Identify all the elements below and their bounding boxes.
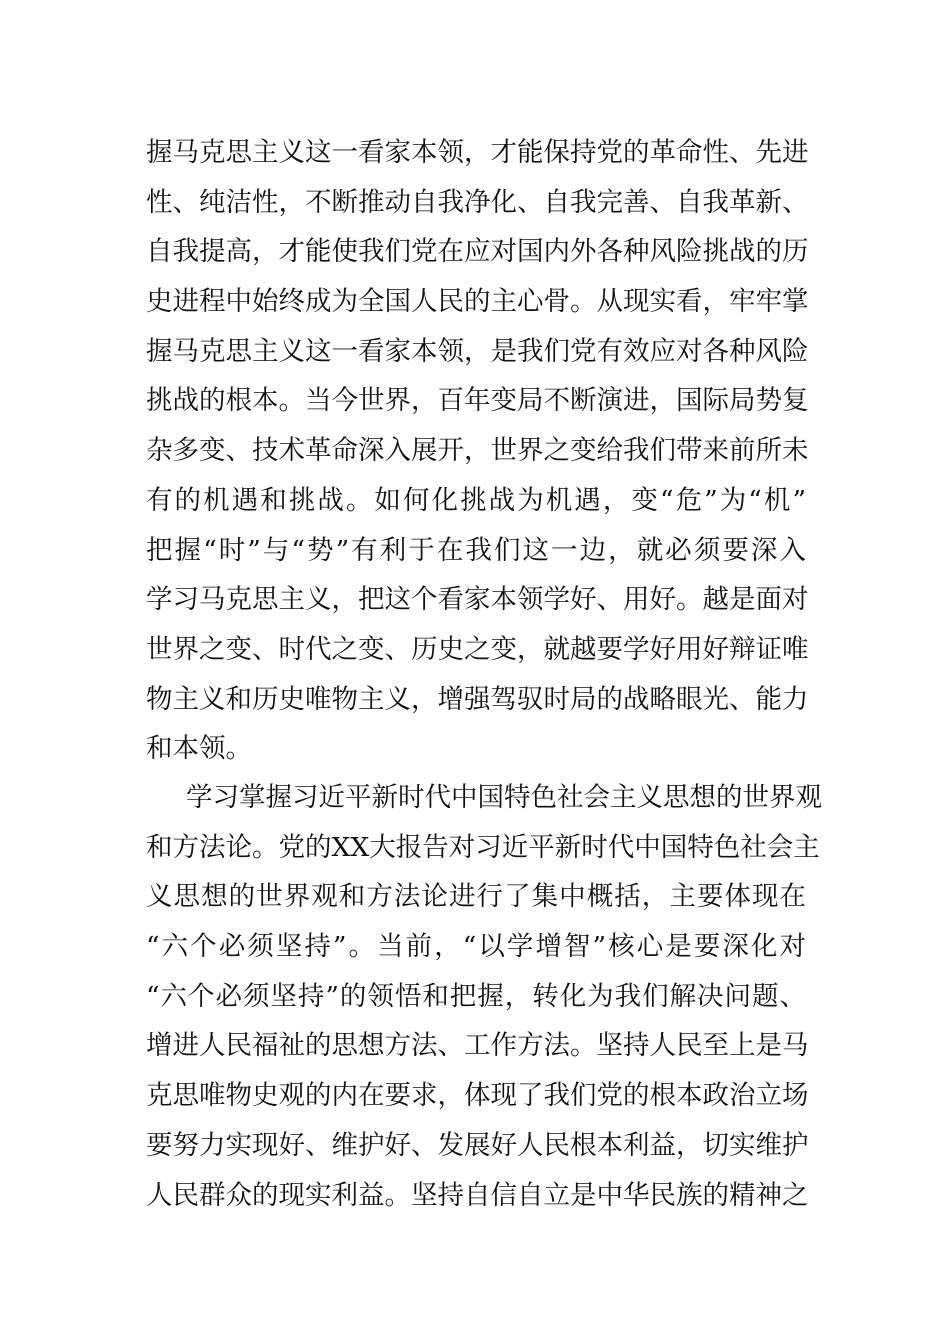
text-line: 学习马克思主义，把这个看家本领学好、用好。越是面对 (146, 584, 809, 616)
text-line: 挑战的根本。当今世界，百年变局不断演进，国际局势复 (146, 385, 809, 417)
text-line: 杂多变、技术革命深入展开，世界之变给我们带来前所未 (146, 435, 809, 467)
text-line: 史进程中始终成为全国人民的主心骨。从现实看，牢牢掌 (146, 286, 809, 318)
paragraph-continued (146, 128, 809, 774)
paragraph-first-line: 学习掌握习近平新时代中国特色社会主义思想的世界观 (186, 782, 822, 813)
text-line: 物主义和历史唯物主义，增强驾驭时局的战略眼光、能力 (146, 683, 809, 715)
text-line: 自我提高，才能使我们党在应对国内外各种风险挑战的历 (146, 236, 809, 268)
text-line: 性、纯洁性，不断推动自我净化、自我完善、自我革新、 (146, 186, 809, 218)
text-line: 克思唯物史观的内在要求，体现了我们党的根本政治立场 (146, 1080, 809, 1112)
text-line: 握马克思主义这一看家本领，是我们党有效应对各种风险 (146, 335, 809, 367)
text-line: 要努力实现好、维护好、发展好人民根本利益，切实维护 (146, 1129, 809, 1161)
text-line: 把握“时”与“势”有利于在我们这一边，就必须要深入 (146, 534, 806, 566)
text-line: 人民群众的现实利益。坚持自信自立是中华民族的精神之 (146, 1179, 809, 1211)
text-line: “六个必须坚持”的领悟和把握，转化为我们解决问题、 (146, 980, 806, 1012)
text-line: 和本领。 (146, 733, 252, 765)
text-line: 世界之变、时代之变、历史之变，就越要学好用好辩证唯 (146, 633, 809, 665)
text-line: 握马克思主义这一看家本领，才能保持党的革命性、先进 (146, 137, 809, 168)
text-line: 增进人民福祉的思想方法、工作方法。坚持人民至上是马 (146, 1030, 809, 1062)
paragraph-worldview-methodology (146, 773, 822, 1220)
text-line: 义思想的世界观和方法论进行了集中概括，主要体现在 (146, 881, 806, 913)
text-line: 和方法论。党的XX大报告对习近平新时代中国特色社会主 (146, 831, 820, 863)
text-line: “六个必须坚持”。当前，“以学增智”核心是要深化对 (146, 931, 806, 963)
text-line: 有的机遇和挑战。如何化挑战为机遇，变“危”为“机” (146, 484, 806, 516)
